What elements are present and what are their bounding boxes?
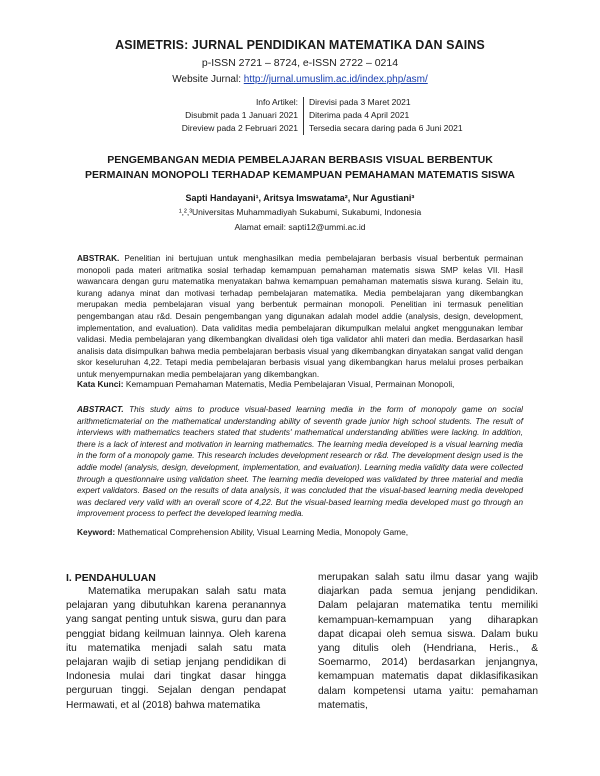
article-info-label: Info Artikel: (255, 97, 298, 107)
website-line (0, 74, 600, 85)
website-link[interactable]: http://jurnal.umuslim.ac.id/index.php/asm/ (243, 74, 428, 85)
section-title: I. PENDAHULUAN (66, 572, 156, 584)
issn-line: p-ISSN 2721 – 8724, e-ISSN 2722 – 0214 (201, 57, 399, 69)
abstract-en-label: ABSTRACT. (77, 405, 124, 414)
online-date: Tersedia secara daring pada 6 Juni 2021 (309, 123, 463, 133)
abstract-id-label: ABSTRAK. (77, 254, 120, 263)
article-info-left (150, 96, 298, 135)
article-title: PENGEMBANGAN MEDIA PEMBELAJARAN BERBASIS VISUAL BERBENTUK PERMAINAN MONOPOLI TERHADAP KEMAMPUAN PEMAHAMAN MATEMATIS SISWA (85, 154, 515, 181)
keywords-en-text: Mathematical Comprehension Ability, Visual Learning Media, Monopoly Game, (115, 527, 409, 537)
article-info-right (309, 96, 479, 135)
author-email: Alamat email: sapti12@ummi.ac.id (234, 222, 366, 232)
revised-date: Direvisi pada 3 Maret 2021 (309, 97, 411, 107)
body-column-right (318, 571, 538, 713)
submitted-date: Disubmit pada 1 Januari 2021 (185, 110, 298, 120)
body-paragraph-left: Matematika merupakan salah satu mata pelajaran yang dibutuhkan karena peranannya yang sangat penting untuk siswa, guru dan para penggiat bidang keilmuan lainnya. Oleh karena itu matematika menjadi salah satu mata pelajaran wajib di setiap jenjang pendidikan di Indonesia mulai dari tingkat dasar hingga perguruan tinggi. Sejalan dengan pendapat Hermawati, et al (2018) bahwa matematika (66, 586, 286, 711)
abstract-id-text: Penelitian ini bertujuan untuk menghasilkan media pembelajaran berbasis visual berbentuk permainan monopoli pada materi aritmatika sosial terhadap kemampuan pemahaman matematis siswa SMP kelas VII. Hasil wawancara dengan guru matematika menyatakan bahwa kemampuan pemahaman matematis siswa kurang. Selain itu, kurang adanya minat dan motivasi terhadap pembelajaran matematika. Media pembelajaran yang dikembangkan merupakan media pembelajaran visual yang berbentuk permainan monopoli. Penelitian ini termasuk penelitian pengembangan atau r&d. Desain pengembangan yang digunakan adalah model addie (analysis, design, development, implementation, and evaluation). Data validitas media pembelajaran dikumpulkan melalui angket menggunakan lembar validasi. Media pembelajaran yang dikembangkan divalidasi oleh tiga validator ahli materi dan media. Berdasarkan hasil analisis data disimpulkan bahwa media pembelajaran berbasis visual yang dikembangkan dinyatakan sangat valid dengan skor keseluruhan 4,22. Tetapi media pembelajaran berbasis visual yang dikembangkan harus melalui proses perbaikan untuk menyempurnakan media pembelajaran yang dikembangkan. (77, 254, 523, 379)
abstract-en-text: This study aims to produce visual-based learning media in the form of monopoly game on social arithmeticmaterial on the mathematical understanding ability of seventh grade junior high school students. The result of interviews with mathematics teachers stated that students' mathematical understanding abilities were lacking. In addition, there is a lack of interest and motivation in learning mathematics. The learning media developed is a visual learning media in the form of a monopoly game. This research includes development research or r&d. The development design used is the addie model (analysis, design, development, implementation, and evaluation). Learning media validity data were collected through a questionnaire using validation sheet. The learning media developed was validated by three material and media expert validators. Based on the results of data analysis, it was concluded that the visual-based learning media developed was declared very valid with an overall score of 4,22. But the visual-based learning media developed must go through an improvement process to perfect the developed learning media. (77, 405, 523, 519)
website-label: Website Jurnal: (172, 74, 244, 85)
journal-title: ASIMETRIS: JURNAL PENDIDIKAN MATEMATIKA DAN SAINS (115, 38, 485, 52)
body-paragraph-right: merupakan salah satu ilmu dasar yang wajib diajarkan pada semua jenjang pendidikan. Dalam pelajaran matematika tentu memiliki kemampuan-kemampuan yang diharapkan dapat dicapai oleh semua siswa. Dalam buku yang ditulis oleh (Hendriana, Heris., & Soemarmo, 2014) berdasarkan jenjangnya, kemampuan matematis dapat diklasifikasikan dalam kompetensi utama yaitu: pemahaman matematis, (318, 572, 538, 711)
keywords-indonesian (77, 379, 523, 389)
article-info-divider (303, 97, 304, 135)
abstract-english (77, 404, 523, 520)
body-column-left (66, 585, 286, 713)
keywords-english (77, 527, 523, 537)
affiliation: ¹,²,³Universitas Muhammadiyah Sukabumi, Sukabumi, Indonesia (178, 207, 422, 217)
authors: Sapti Handayani¹, Aritsya Imswatama², Nur Agustiani³ (185, 193, 415, 203)
reviewed-date: Direview pada 2 Februari 2021 (181, 123, 298, 133)
keywords-id-label: Kata Kunci: (77, 379, 124, 389)
keywords-id-text: Kemampuan Pemahaman Matematis, Media Pembelajaran Visual, Permainan Monopoli, (123, 379, 455, 389)
keywords-en-label: Keyword: (77, 527, 116, 537)
abstract-indonesian (77, 253, 523, 381)
accepted-date: Diterima pada 4 April 2021 (309, 110, 410, 120)
